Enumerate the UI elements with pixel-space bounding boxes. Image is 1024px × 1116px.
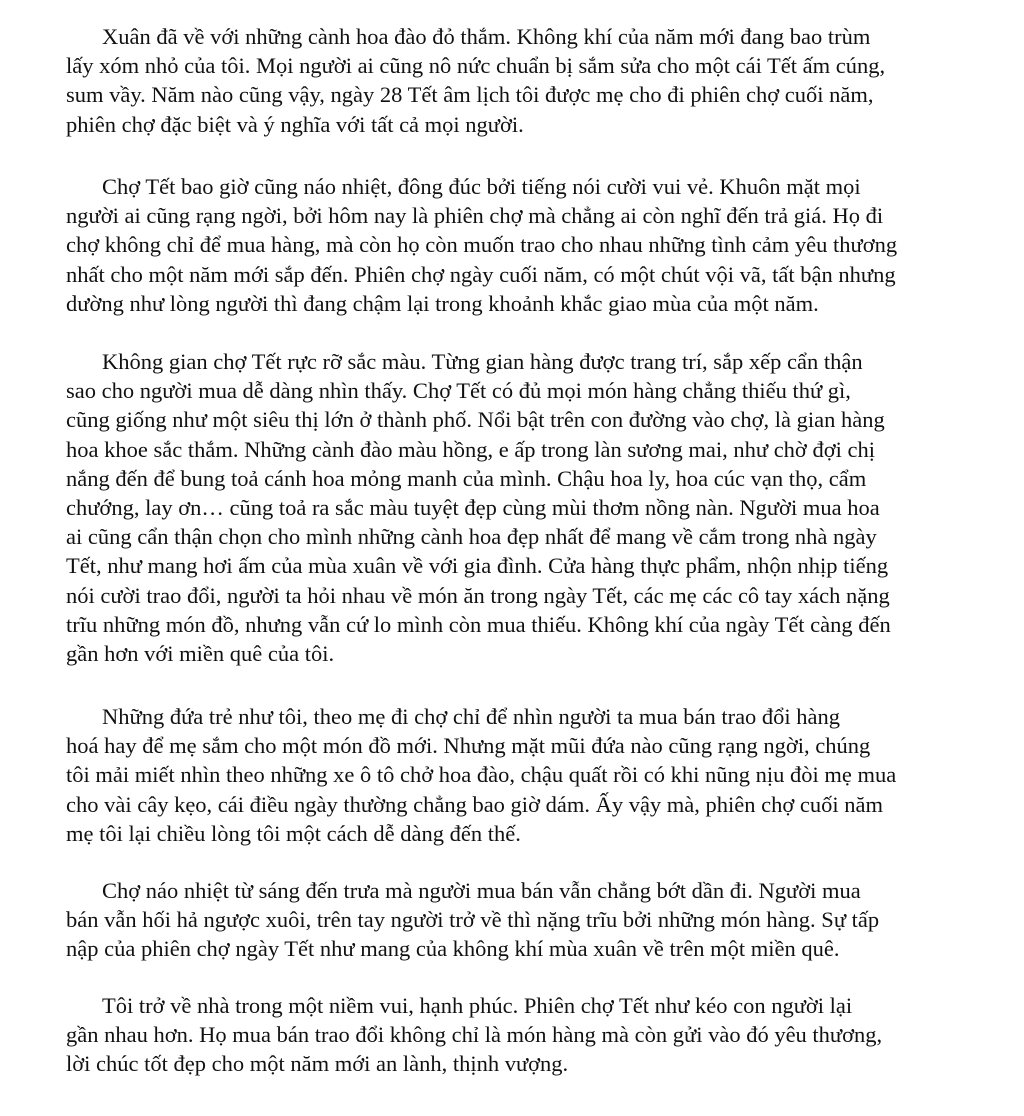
text-line: cho vài cây kẹo, cái điều ngày thường chẳng bao giờ dám. Ấy vậy mà, phiên chợ cuối năm [66, 791, 884, 817]
text-line: Xuân đã về với những cành hoa đào đỏ thắm. Không khí của năm mới đang bao trùm [102, 24, 871, 49]
text-line: hoa khoe sắc thắm. Những cành đào màu hồng, e ấp trong làn sương mai, như chờ đợi chị [66, 436, 875, 462]
text-line: mẹ tôi lại chiều lòng tôi một cách dễ dàng đến thế. [66, 820, 521, 846]
paragraph-2 [66, 172, 986, 318]
text-line: người ai cũng rạng ngời, bởi hôm nay là phiên chợ mà chẳng ai còn nghĩ đến trả giá. Họ đi [66, 203, 884, 229]
text-line: hoá hay để mẹ sắm cho một món đồ mới. Nhưng mặt mũi đứa nào cũng rạng ngời, chúng [66, 733, 871, 759]
text-line: nắng đến để bung toả cánh hoa mỏng manh của mình. Chậu hoa ly, hoa cúc vạn thọ, cẩm [66, 465, 867, 491]
text-line: bán vẫn hối hả ngược xuôi, trên tay người trở về thì nặng trĩu bởi những món hàng. Sự tấp [66, 907, 880, 933]
text-line: tôi mải miết nhìn theo những xe ô tô chở hoa đào, chậu quất rồi có khi nũng nịu đòi mẹ mua [66, 762, 897, 788]
text-line: Những đứa trẻ như tôi, theo mẹ đi chợ chỉ để nhìn người ta mua bán trao đổi hàng [102, 704, 841, 729]
text-line: lời chúc tốt đẹp cho một năm mới an lành, thịnh vượng. [66, 1051, 569, 1077]
text-line: Chợ náo nhiệt từ sáng đến trưa mà người mua bán vẫn chẳng bớt dần đi. Người mua [102, 878, 861, 903]
text-line: lấy xóm nhỏ của tôi. Mọi người ai cũng nô nức chuẩn bị sắm sửa cho một cái Tết ấm cúng, [66, 53, 886, 79]
paragraph-5 [66, 876, 986, 964]
text-line: nập của phiên chợ ngày Tết như mang của không khí mùa xuân về trên một miền quê. [66, 936, 840, 962]
text-line: nói cười trao đổi, người ta hỏi nhau về món ăn trong ngày Tết, các mẹ các cô tay xách nặng [66, 582, 890, 608]
text-line: chợ không chỉ để mua hàng, mà còn họ còn muốn trao cho nhau những tình cảm yêu thương [66, 232, 898, 258]
text-line: phiên chợ đặc biệt và ý nghĩa với tất cả mọi người. [66, 111, 524, 137]
paragraph-4 [66, 702, 986, 848]
text-line: ai cũng cẩn thận chọn cho mình những cành hoa đẹp nhất để mang về cắm trong nhà ngày [66, 524, 877, 550]
text-line: gần hơn với miền quê của tôi. [66, 641, 335, 667]
text-line: Không gian chợ Tết rực rỡ sắc màu. Từng gian hàng được trang trí, sắp xếp cẩn thận [102, 349, 863, 374]
text-line: Tết, như mang hơi ấm của mùa xuân về với gia đình. Cửa hàng thực phẩm, nhộn nhịp tiếng [66, 553, 889, 579]
text-line: gần nhau hơn. Họ mua bán trao đổi không chỉ là món hàng mà còn gửi vào đó yêu thương, [66, 1022, 883, 1048]
text-line: dường như lòng người thì đang chậm lại trong khoảnh khắc giao mùa của một năm. [66, 290, 819, 316]
text-line: nhất cho một năm mới sắp đến. Phiên chợ ngày cuối năm, có một chút vội vã, tất bận nhưng [66, 261, 896, 287]
paragraph-1 [66, 22, 986, 139]
text-line: trĩu những món đồ, nhưng vẫn cứ lo mình còn mua thiếu. Không khí của ngày Tết càng đến [66, 611, 891, 637]
text-line: sum vầy. Năm nào cũng vậy, ngày 28 Tết âm lịch tôi được mẹ cho đi phiên chợ cuối năm, [66, 82, 874, 108]
text-line: cũng giống như một siêu thị lớn ở thành phố. Nổi bật trên con đường vào chợ, là gian hàng [66, 407, 885, 433]
text-line: chướng, lay ơn… cũng toả ra sắc màu tuyệt đẹp cùng mùi thơm nồng nàn. Người mua hoa [66, 495, 880, 521]
text-line: Tôi trở về nhà trong một niềm vui, hạnh phúc. Phiên chợ Tết như kéo con người lại [102, 993, 853, 1018]
text-line: Chợ Tết bao giờ cũng náo nhiệt, đông đúc bởi tiếng nói cười vui vẻ. Khuôn mặt mọi [102, 174, 861, 199]
paragraph-3 [66, 347, 986, 668]
paragraph-6 [66, 991, 986, 1079]
text-line: sao cho người mua dễ dàng nhìn thấy. Chợ Tết có đủ mọi món hàng chẳng thiếu thứ gì, [66, 378, 851, 404]
